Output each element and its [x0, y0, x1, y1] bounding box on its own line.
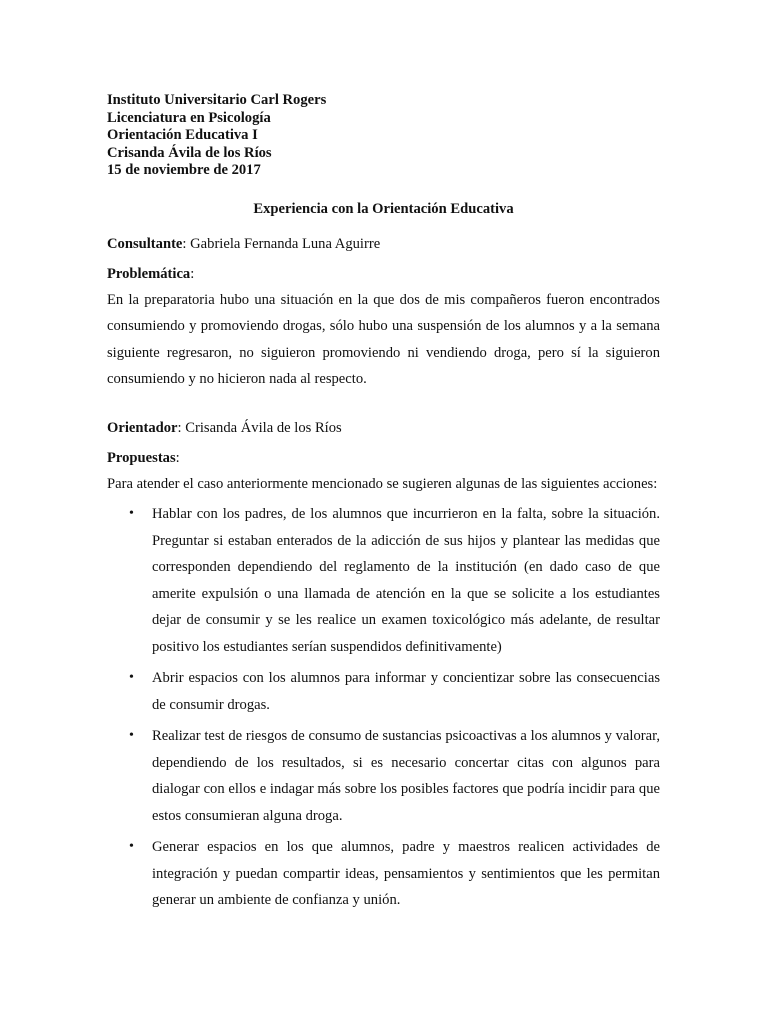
problem-separator: : [190, 265, 195, 282]
consultant-value: Gabriela Fernanda Luna Aguirre [186, 235, 381, 252]
proposals-heading [107, 449, 660, 467]
author-name: Crisanda Ávila de los Ríos [107, 144, 272, 161]
proposals-list [107, 501, 660, 914]
bullet-icon: • [129, 506, 134, 522]
list-item [107, 834, 660, 914]
proposals-label: Propuestas [107, 449, 176, 466]
institution-name: Instituto Universitario Carl Rogers [107, 92, 327, 108]
document-page [107, 92, 660, 919]
consultant-separator: : [182, 235, 187, 252]
document-date: 15 de noviembre de 2017 [107, 162, 261, 179]
list-item [107, 723, 660, 829]
consultant-field [107, 235, 660, 253]
bullet-icon: • [129, 839, 134, 855]
problem-heading [107, 265, 660, 283]
problem-text: En la preparatoria hubo una situación en la que dos de mis compañeros fueron encontrados consumiendo y promoviendo drogas, sólo hubo una suspensión de los alumnos y a la semana siguiente regresaron, no siguieron promoviendo ni vendiendo droga, pero sí la siguieron consumiendo y no hicieron nada al respecto. [107, 291, 660, 388]
list-item-text: Hablar con los padres, de los alumnos que incurrieron en la falta, sobre la situación. Preguntar si estaban enterados de la adicción de sus hijos y plantear las medidas que corresponden dependiendo del reglamento de la institución (en dado caso de que amerite expulsión o una llamada de atención en la que se solicite a los estudiantes dejar de consumir y se les realice un examen toxicológico más adelante, de resultar positivo los estudiantes serían suspendidos definitivamente) [152, 506, 660, 655]
list-item [107, 501, 660, 660]
list-item-text: Abrir espacios con los alumnos para informar y concientizar sobre las consecuencias de consumir drogas. [152, 670, 660, 713]
proposals-separator: : [175, 449, 180, 466]
list-item-text: Realizar test de riesgos de consumo de sustancias psicoactivas a los alumnos y valorar, dependiendo de los resultados, si es necesario concertar citas con algunos para dialogar con ellos e indagar más sobre los posibles factores que podría incidir para que estos consumieran alguna droga. [152, 728, 660, 824]
problem-label: Problemática [107, 265, 191, 282]
course-name: Orientación Educativa I [107, 127, 258, 144]
list-item [107, 665, 660, 718]
counselor-separator: : [177, 419, 182, 436]
bullet-icon: • [129, 728, 134, 744]
counselor-label: Orientador [107, 419, 178, 436]
consultant-label: Consultante [107, 235, 183, 252]
program-name: Licenciatura en Psicología [107, 109, 271, 126]
counselor-value: Crisanda Ávila de los Ríos [181, 419, 342, 436]
document-header [107, 92, 660, 180]
proposals-intro: Para atender el caso anteriormente mencionado se sugieren algunas de las siguientes acciones: [107, 475, 658, 492]
document-title: Experiencia con la Orientación Educativa [253, 200, 514, 217]
bullet-icon: • [129, 670, 134, 686]
counselor-field [107, 419, 660, 437]
list-item-text: Generar espacios en los que alumnos, padre y maestros realicen actividades de integración y puedan compartir ideas, pensamientos y sentimientos que les permitan generar un ambiente de confianza y unión. [152, 839, 660, 909]
